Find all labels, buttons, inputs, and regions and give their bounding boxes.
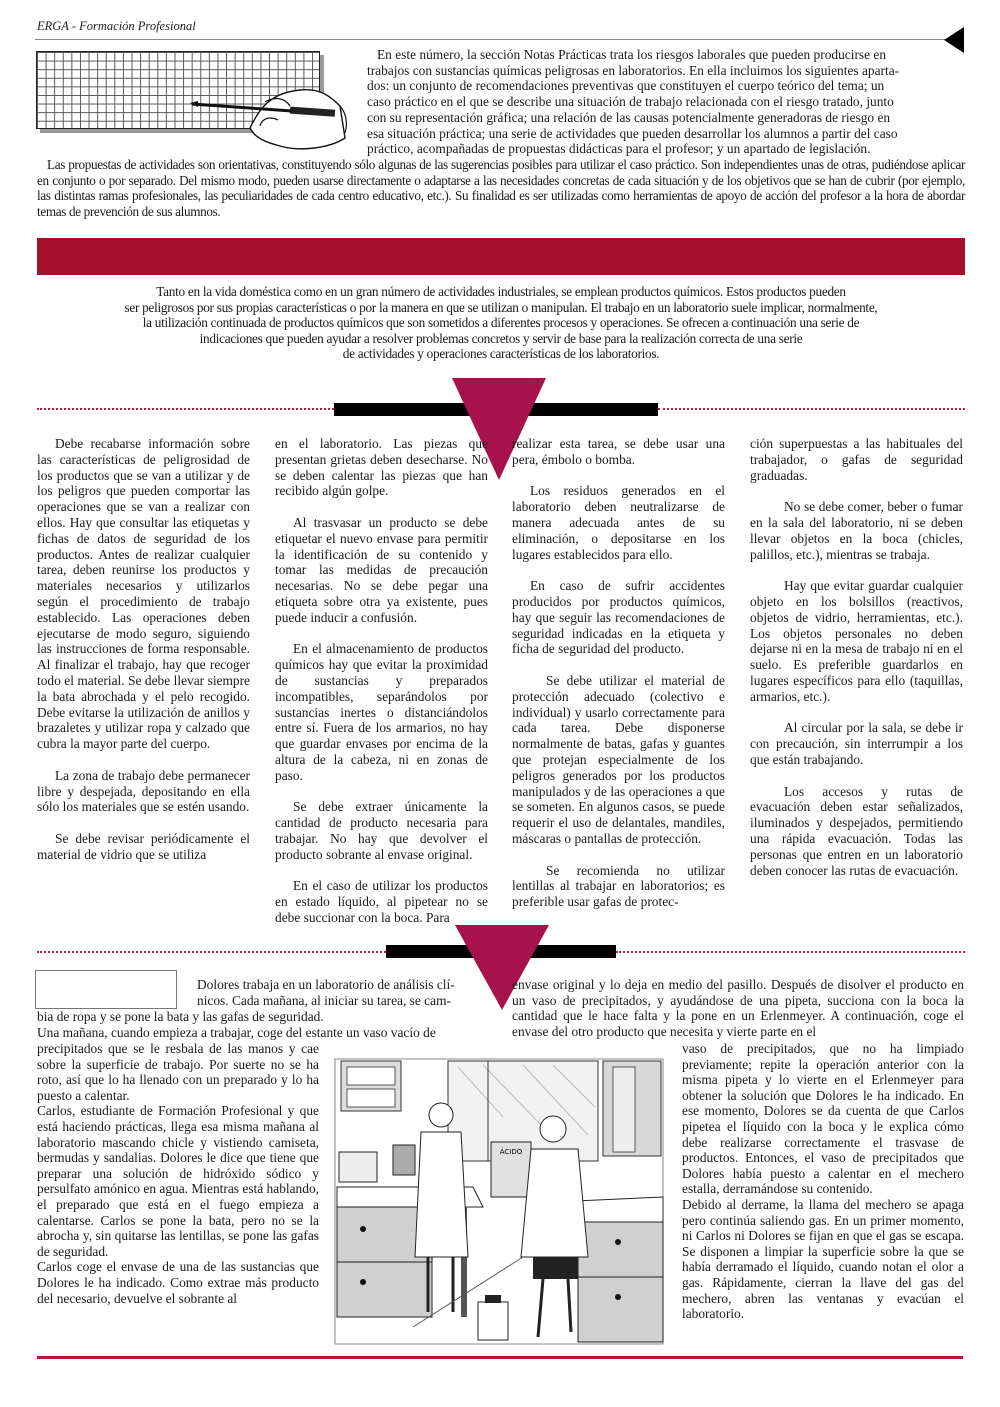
case-left-column bbox=[37, 1041, 319, 1306]
case-line: Una mañana, cuando empieza a trabajar, coge del estante un vaso vacío de bbox=[37, 1024, 436, 1040]
case-paragraph: precipitados que se le resbala de las manos y cae sobre la superficie de trabajo. Por suerte no se ha roto, así que lo ha llenado con un preparado y lo ha puesto a calentar. bbox=[37, 1041, 319, 1103]
intro-line: con su representación gráfica; una relación de las causas potencialmente generadoras de riesgo en bbox=[367, 109, 891, 125]
recommendations-column-1 bbox=[37, 436, 250, 878]
case-right-wide bbox=[512, 977, 964, 1039]
recommendation-paragraph: Se debe extraer únicamente la cantidad de producto necesaria para trabajar. No hay que devolver el producto sobrante al envase original. bbox=[275, 799, 488, 862]
recommendations-column-3 bbox=[512, 436, 725, 926]
acid-cabinet-label: ÁCIDO bbox=[499, 1148, 523, 1156]
recommendation-paragraph: En el almacenamiento de productos químicos hay que evitar la proximidad de sustancias y preparados incompatibles, separándolos por sustancias inertes o distanciándolos entre sí. Fuera de los armarios, no hay que guardar envases por encima de la altura de la cabeza, ni en zonas de paso. bbox=[275, 641, 488, 783]
section-intro-line: Tanto en la vida doméstica como en un gran número de actividades industriales, se emplean productos químicos. Estos productos pueden bbox=[156, 284, 846, 299]
recommendation-paragraph: No se debe comer, beber o fumar en la sala del laboratorio, ni se deben llevar objetos en la boca (chicles, palillos, etc.), mientras se trabaja. bbox=[750, 499, 963, 562]
intro-line: práctico, acompañadas de propuestas didácticas para el profesor; y un apartado de legislación. bbox=[367, 141, 871, 157]
case-paragraph: Debido al derrame, la llama del mechero se apaga pero continúa saliendo gas. En un primer momento, ni Carlos ni Dolores se fijan en que el gas se escapa. Se disponen a limpiar la superficie sobre la que se había derramado el líquido, cuando notan el olor a gas. Rápidamente, cierran la llave del gas del mechero, abren las ventanas y evacúan el laboratorio. bbox=[682, 1196, 964, 1322]
bottom-rule bbox=[37, 1356, 963, 1359]
publication-header: ERGA - Formación Profesional bbox=[37, 19, 196, 33]
recommendation-paragraph: Los residuos generados en el laboratorio deben neutralizarse de manera adecuada antes de su eliminación, o depositarse en los lugares establecidos para ello. bbox=[512, 483, 725, 562]
recommendation-paragraph: ción superpuestas a las habituales del trabajador, o gafas de seguridad graduadas. bbox=[750, 436, 963, 483]
laboratory-scene-illustration bbox=[333, 1057, 665, 1347]
case-paragraph: Carlos, estudiante de Formación Profesional y que está haciendo prácticas, llega esa misma mañana al laboratorio mascando chicle y vistiendo camiseta, bermudas y sandalias. Dolores le dice que tiene que preparar una solución de hidróxido sódico y persulfato amónico en agua. Mientras está hablando, el preparado que está en el fuego empieza a calentarse. Carlos se pone la bata, pero no se la abrocha y, sin quitarse las lentillas, se pone las gafas de seguridad. bbox=[37, 1103, 319, 1259]
case-paragraph: vaso de precipitados, que no ha limpiado previamente; repite la operación anterior con la misma pipeta y lo vierte en el Erlenmeyer para obtener la solución que Dolores le ha indicado. En ese momento, Dolores se da cuenta de que Carlos pipetea el líquido con la boca y le explica cómo debe realizarse correctamente el trasvase de productos. Entonces, el vaso de precipitados que Dolores había puesto a calentar en el mechero estalla, derramándose su contenido. bbox=[682, 1041, 964, 1197]
section-intro-line: la utilización continuada de productos químicos que son sometidos a diferentes procesos y operaciones. Se ofrecen a continuación una serie de bbox=[142, 315, 860, 330]
section-intro-line: de actividades y operaciones características de los laboratorios. bbox=[342, 346, 660, 361]
recommendation-paragraph: en el laboratorio. Las piezas que presentan grietas deben desecharse. No se deben calentar las piezas que han recibido algún golpe. bbox=[275, 436, 488, 499]
section-intro-line: indicaciones que pueden ayudar a resolver problemas concretos y servir de base para la realización correcta de una serie bbox=[199, 330, 803, 346]
recommendation-paragraph: Hay que evitar guardar cualquier objeto en los bolsillos (reactivos, objetos de vidrio, herramientas, etc.). Los objetos personales no deben dejarse ni en la mesa de trabajo ni en el suelo. Es preferible guardarlos en lugares específicos para ello (taquillas, armarios, etc.). bbox=[750, 578, 963, 704]
recommendation-paragraph: Los accesos y rutas de evacuación deben estar señalizados, iluminados y despejados, permitiendo una rápida evacuación. Todas las personas que entren en un laboratorio deben conocer las rutas de evacuación. bbox=[750, 783, 963, 878]
intro-line: esa situación práctica; una serie de actividades que pueden desarrollar los alumnos a partir del caso bbox=[367, 125, 898, 141]
recommendation-paragraph: En el caso de utilizar los productos en estado líquido, al pipetear no se debe succionar con la boca. Para bbox=[275, 878, 488, 925]
recommendation-paragraph: Al circular por la sala, se debe ir con precaución, sin interrumpir a los que están trabajando. bbox=[750, 720, 963, 767]
recommendation-paragraph: Debe recabarse información sobre las características de peligrosidad de los productos que se van a utilizar y de los peligros que pueden comportar las operaciones que se van a realizar con ellos. Hay que consultar las etiquetas y fichas de datos de seguridad de los productos. Antes de realizar cualquier tarea, deben reunirse los productos y materiales necesarios y utilizarlos según el procedimiento de trabajo establecido. Las operaciones deben ejecutarse de modo seguro, siguiendo las instrucciones de forma responsable. Al finalizar el trabajo, hay que recoger todo el material. Se debe llevar siempre la bata abrochada y el pelo recogido. Debe evitarse la utilización de anillos y brazaletes y utilizar ropa y calzado que cubra la mayor parte del cuerpo. bbox=[37, 436, 250, 752]
recommendation-paragraph: realizar esta tarea, se debe usar una pera, émbolo o bomba. bbox=[512, 436, 725, 467]
recommendation-paragraph: Se recomienda no utilizar lentillas al trabajar en laboratorios; es preferible usar gafas de protec- bbox=[512, 862, 725, 910]
dotted-rule bbox=[658, 408, 965, 410]
case-left-wide bbox=[37, 1009, 497, 1040]
case-right-column bbox=[682, 1041, 964, 1322]
activities-note-paragraph: Las propuestas de actividades son orientativas, constituyendo sólo algunas de las sugerencias posibles para utilizar el caso práctico. Son independientes unas de otras, pudiéndose aplicar en conjunto o por separado. Del mismo modo, pueden usarse directamente o adaptarse a las necesidades concretas de cada situación y de los objetivos que se han de cubrir (por ejemplo, las distintas ramas profesionales, las peculiaridades de cada centro educativo, etc.). Su finalidad es ser utilizadas como herramientas de apoyo de acción del profesor a la hora de abordar temas de prevención de sus alumnos. bbox=[37, 157, 965, 220]
case-line: Dolores trabaja en un laboratorio de análisis clí- bbox=[197, 977, 455, 992]
section-intro-line: ser peligrosos por sus propias características o por la manera en que se utilizan o manipulan. El trabajo en un laboratorio suele implicar, normalmente, bbox=[124, 299, 878, 315]
hand-writing-icon bbox=[190, 68, 350, 152]
case-paragraph: envase original y lo deja en medio del pasillo. Después de disolver el producto en un vaso de precipitados, y ayudándose de una pipeta, succiona con la boca la cantidad que le hace falta y la pone en un Erlenmeyer. A continuación, coge el envase del otro producto que necesita y vierte parte en el bbox=[512, 977, 964, 1039]
intro-paragraph bbox=[367, 47, 965, 157]
recommendations-column-2 bbox=[275, 436, 488, 942]
intro-line: trabajos con sustancias químicas peligrosas en laboratorios. En ella incluimos los siguientes aparta- bbox=[367, 62, 900, 78]
intro-line: dos: un conjunto de recomendaciones preventivas que constituyen el cuerpo teórico del tema; un bbox=[367, 78, 885, 94]
case-paragraph: Carlos coge el envase de una de las sustancias que Dolores le ha indicado. Como extrae más producto del necesario, devuelve el sobrante al bbox=[37, 1259, 319, 1306]
intro-line: caso práctico en el que se describe una situación de trabajo relacionada con el riesgo tratado, junto bbox=[367, 94, 894, 110]
case-study-label-box bbox=[35, 970, 177, 1009]
recommendation-paragraph: En caso de sufrir accidentes producidos por productos químicos, hay que seguir las recomendaciones de seguridad indicadas en la etiqueta y ficha de seguridad del producto. bbox=[512, 578, 725, 657]
recommendation-paragraph: Se debe utilizar el material de protección adecuado (colectivo e individual) y usarlo correctamente para cada tarea. Debe disponerse normalmente de batas, gafas y guantes que protejan especialmente de los peligros generados por los productos manipulados y de las operaciones a que se someten. En algunos casos, se puede requerir el uso de delantales, mandiles, máscaras o pantallas de protección. bbox=[512, 672, 725, 846]
header-rule bbox=[35, 39, 947, 40]
recommendation-paragraph: Se debe revisar periódicamente el material de vidrio que se utiliza bbox=[37, 830, 250, 862]
case-line: bia de ropa y se pone la bata y las gafas de seguridad. bbox=[37, 1009, 324, 1024]
section-intro bbox=[37, 284, 965, 362]
intro-line: En este número, la sección Notas Prácticas trata los riesgos laborales que pueden producirse en bbox=[377, 47, 887, 62]
case-line: nicos. Cada mañana, al iniciar su tarea, se cam- bbox=[197, 992, 451, 1008]
dotted-rule bbox=[37, 951, 386, 953]
recommendation-paragraph: La zona de trabajo debe permanecer libre y despejada, depositando en ella sólo los materiales que se estén usando. bbox=[37, 767, 250, 815]
recommendations-column-4 bbox=[750, 436, 963, 894]
case-left-top bbox=[197, 977, 487, 1008]
dotted-rule bbox=[616, 951, 965, 953]
dotted-rule bbox=[37, 408, 334, 410]
recommendation-paragraph: Al trasvasar un producto se debe etiquetar el nuevo envase para permitir la identificación de su contenido y tomar las medidas de precaución necesarias. No se debe pegar una etiqueta sobre otra ya existente, pues puede inducir a confusión. bbox=[275, 514, 488, 625]
section-title-band bbox=[37, 238, 965, 275]
